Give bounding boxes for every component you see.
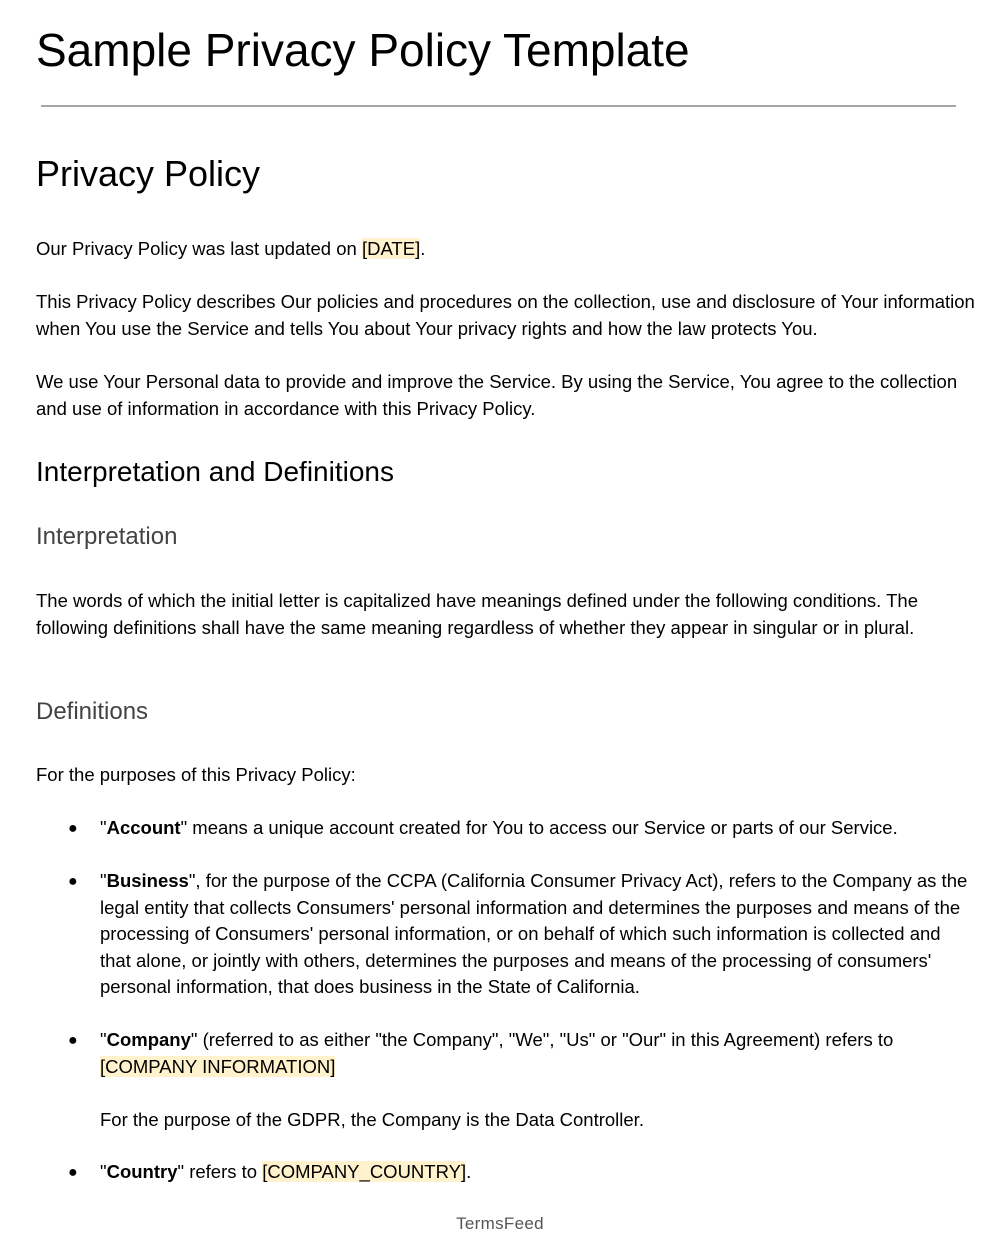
quote-mark: ": [100, 870, 107, 891]
interpretation-subheading: Interpretation: [36, 523, 178, 550]
company-information-placeholder: [COMPANY INFORMATION]: [100, 1055, 336, 1077]
term-country: Country: [106, 1161, 178, 1182]
definitions-subheading: Definitions: [36, 698, 149, 725]
definition-account: [100, 815, 970, 842]
definition-country: [100, 1159, 970, 1186]
privacy-policy-heading: Privacy Policy: [36, 153, 261, 194]
bullet-icon: ●: [68, 1032, 78, 1049]
interpretation-definitions-heading: Interpretation and Definitions: [36, 456, 394, 487]
company-country-placeholder: [COMPANY_COUNTRY]: [262, 1161, 467, 1182]
last-updated-suffix: .: [420, 238, 426, 259]
date-placeholder: [DATE]: [361, 238, 421, 259]
term-account: Account: [106, 817, 181, 838]
interpretation-paragraph: The words of which the initial letter is capitalized have meanings defined under the following conditions. The following definitions shall have the same meaning regardless of whether they appear in singular or in plural.: [36, 590, 919, 638]
term-company: Company: [106, 1029, 191, 1050]
term-business: Business: [106, 870, 189, 891]
last-updated-prefix: Our Privacy Policy was last updated on: [36, 238, 362, 259]
bullet-icon: ●: [68, 873, 78, 890]
definitions-intro: For the purposes of this Privacy Policy:: [36, 764, 356, 785]
bullet-icon: ●: [68, 1164, 78, 1181]
document-title: Sample Privacy Policy Template: [36, 24, 690, 76]
definition-company: [100, 1027, 970, 1080]
gdpr-note: For the purpose of the GDPR, the Company is the Data Controller.: [100, 1109, 644, 1130]
definition-business: [100, 868, 970, 1001]
definition-account-text: " means a unique account created for You to access our Service or parts of our Service.: [180, 817, 898, 838]
intro-paragraph-2: We use Your Personal data to provide and improve the Service. By using the Service, You agree to the collection and use of information in accordance with this Privacy Policy.: [36, 371, 958, 419]
last-updated-paragraph: [36, 236, 976, 263]
horizontal-divider: [41, 105, 956, 107]
definition-business-text: ", for the purpose of the CCPA (California Consumer Privacy Act), refers to the Company as the legal entity that collects Consumers' personal information and determines the purposes and means of the processing of Consumers' personal information, or on behalf of which such information is collected and that alone, or jointly with others, determines the purposes and means of the processing of consumers' personal information, that does business in the State of California.: [100, 870, 968, 997]
quote-mark: ": [100, 1161, 107, 1182]
bullet-icon: ●: [68, 820, 78, 837]
definition-company-text: " (referred to as either "the Company", "We", "Us" or "Our" in this Agreement) refers to: [190, 1029, 894, 1050]
quote-mark: ": [100, 1029, 107, 1050]
definition-country-text: " refers to: [177, 1161, 263, 1182]
footer-brand: TermsFeed: [456, 1214, 544, 1233]
definition-country-suffix: .: [466, 1161, 472, 1182]
intro-paragraph-1: This Privacy Policy describes Our policies and procedures on the collection, use and disclosure of Your information when You use the Service and tells You about Your privacy rights and how the law protects You.: [36, 291, 975, 339]
quote-mark: ": [100, 817, 107, 838]
